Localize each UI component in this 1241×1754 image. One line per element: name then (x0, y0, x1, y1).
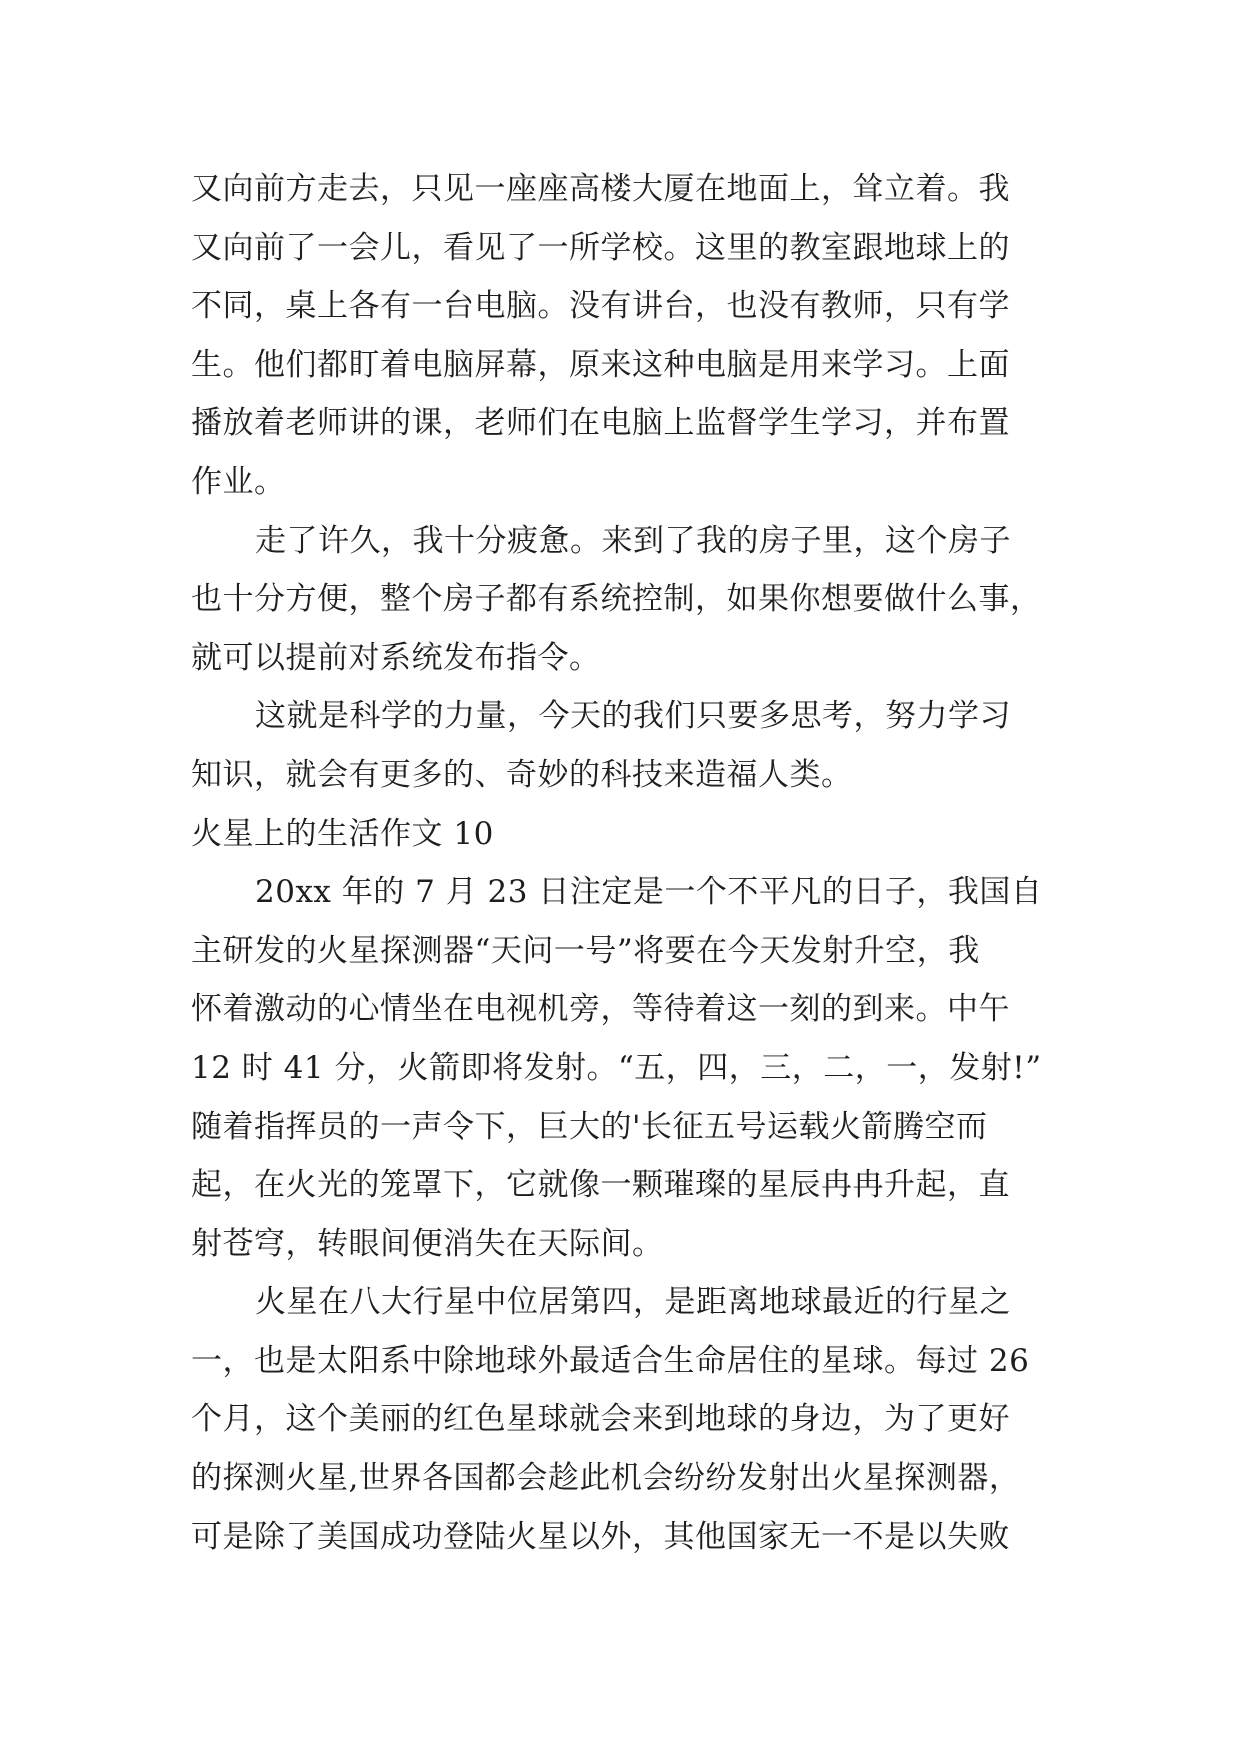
paragraph (191, 512, 1071, 688)
article-body (191, 160, 1071, 1566)
text-line: 这就是科学的力量，今天的我们只要多思考，努力学习 (255, 698, 1011, 735)
section-heading (191, 805, 1071, 864)
text-line: 也十分方便，整个房子都有系统控制，如果你想要做什么事， (191, 581, 1042, 618)
text-line: 又向前方走去，只见一座座高楼大厦在地面上，耸立着。我 (191, 171, 1010, 207)
text-line: 怀着激动的心情坐在电视机旁，等待着这一刻的到来。中午 (191, 991, 1010, 1028)
paragraph (191, 1273, 1071, 1566)
paragraph (191, 863, 1071, 1273)
text-line: 生。他们都盯着电脑屏幕，原来这种电脑是用来学习。上面 (191, 346, 1010, 383)
text-line: 随着指挥员的一声令下，巨大的'长征五号运载火箭腾空而 (191, 1108, 988, 1145)
text-line: 20xx 年的 7 月 23 日注定是一个不平凡的日子，我国自 (255, 874, 1043, 911)
text-line: 12 时 41 分，火箭即将发射。“五，四，三，二，一，发射!” (191, 1049, 1042, 1086)
text-line: 主研发的火星探测器“天问一号”将要在今天发射升空，我 (191, 932, 980, 969)
paragraph (191, 687, 1071, 804)
text-line: 起，在火光的笼罩下，它就像一颗璀璨的星辰冉冉升起，直 (191, 1167, 1010, 1204)
text-line: 又向前了一会儿，看见了一所学校。这里的教室跟地球上的 (191, 229, 1010, 266)
text-line: 可是除了美国成功登陆火星以外，其他国家无一不是以失败 (191, 1518, 1010, 1555)
text-line: 知识，就会有更多的、奇妙的科技来造福人类。 (191, 756, 853, 793)
text-line: 火星在八大行星中位居第四，是距离地球最近的行星之 (255, 1284, 1011, 1321)
text-line: 播放着老师讲的课，老师们在电脑上监督学生学习，并布置 (191, 405, 1010, 442)
text-line: 个月，这个美丽的红色星球就会来到地球的身边，为了更好 (191, 1401, 1010, 1438)
text-line: 不同，桌上各有一台电脑。没有讲台，也没有教师，只有学 (191, 288, 1010, 325)
text-line: 作业。 (191, 463, 286, 500)
text-line: 走了许久，我十分疲惫。来到了我的房子里，这个房子 (255, 522, 1011, 559)
heading-line: 火星上的生活作文 10 (191, 815, 494, 852)
paragraph (191, 160, 1071, 512)
text-line: 就可以提前对系统发布指令。 (191, 639, 601, 676)
text-line: 的探测火星,世界各国都会趁此机会纷纷发射出火星探测器， (191, 1460, 1021, 1497)
text-line: 一，也是太阳系中除地球外最适合生命居住的星球。每过 26 (191, 1342, 1030, 1379)
text-line: 射苍穹，转眼间便消失在天际间。 (191, 1225, 664, 1262)
